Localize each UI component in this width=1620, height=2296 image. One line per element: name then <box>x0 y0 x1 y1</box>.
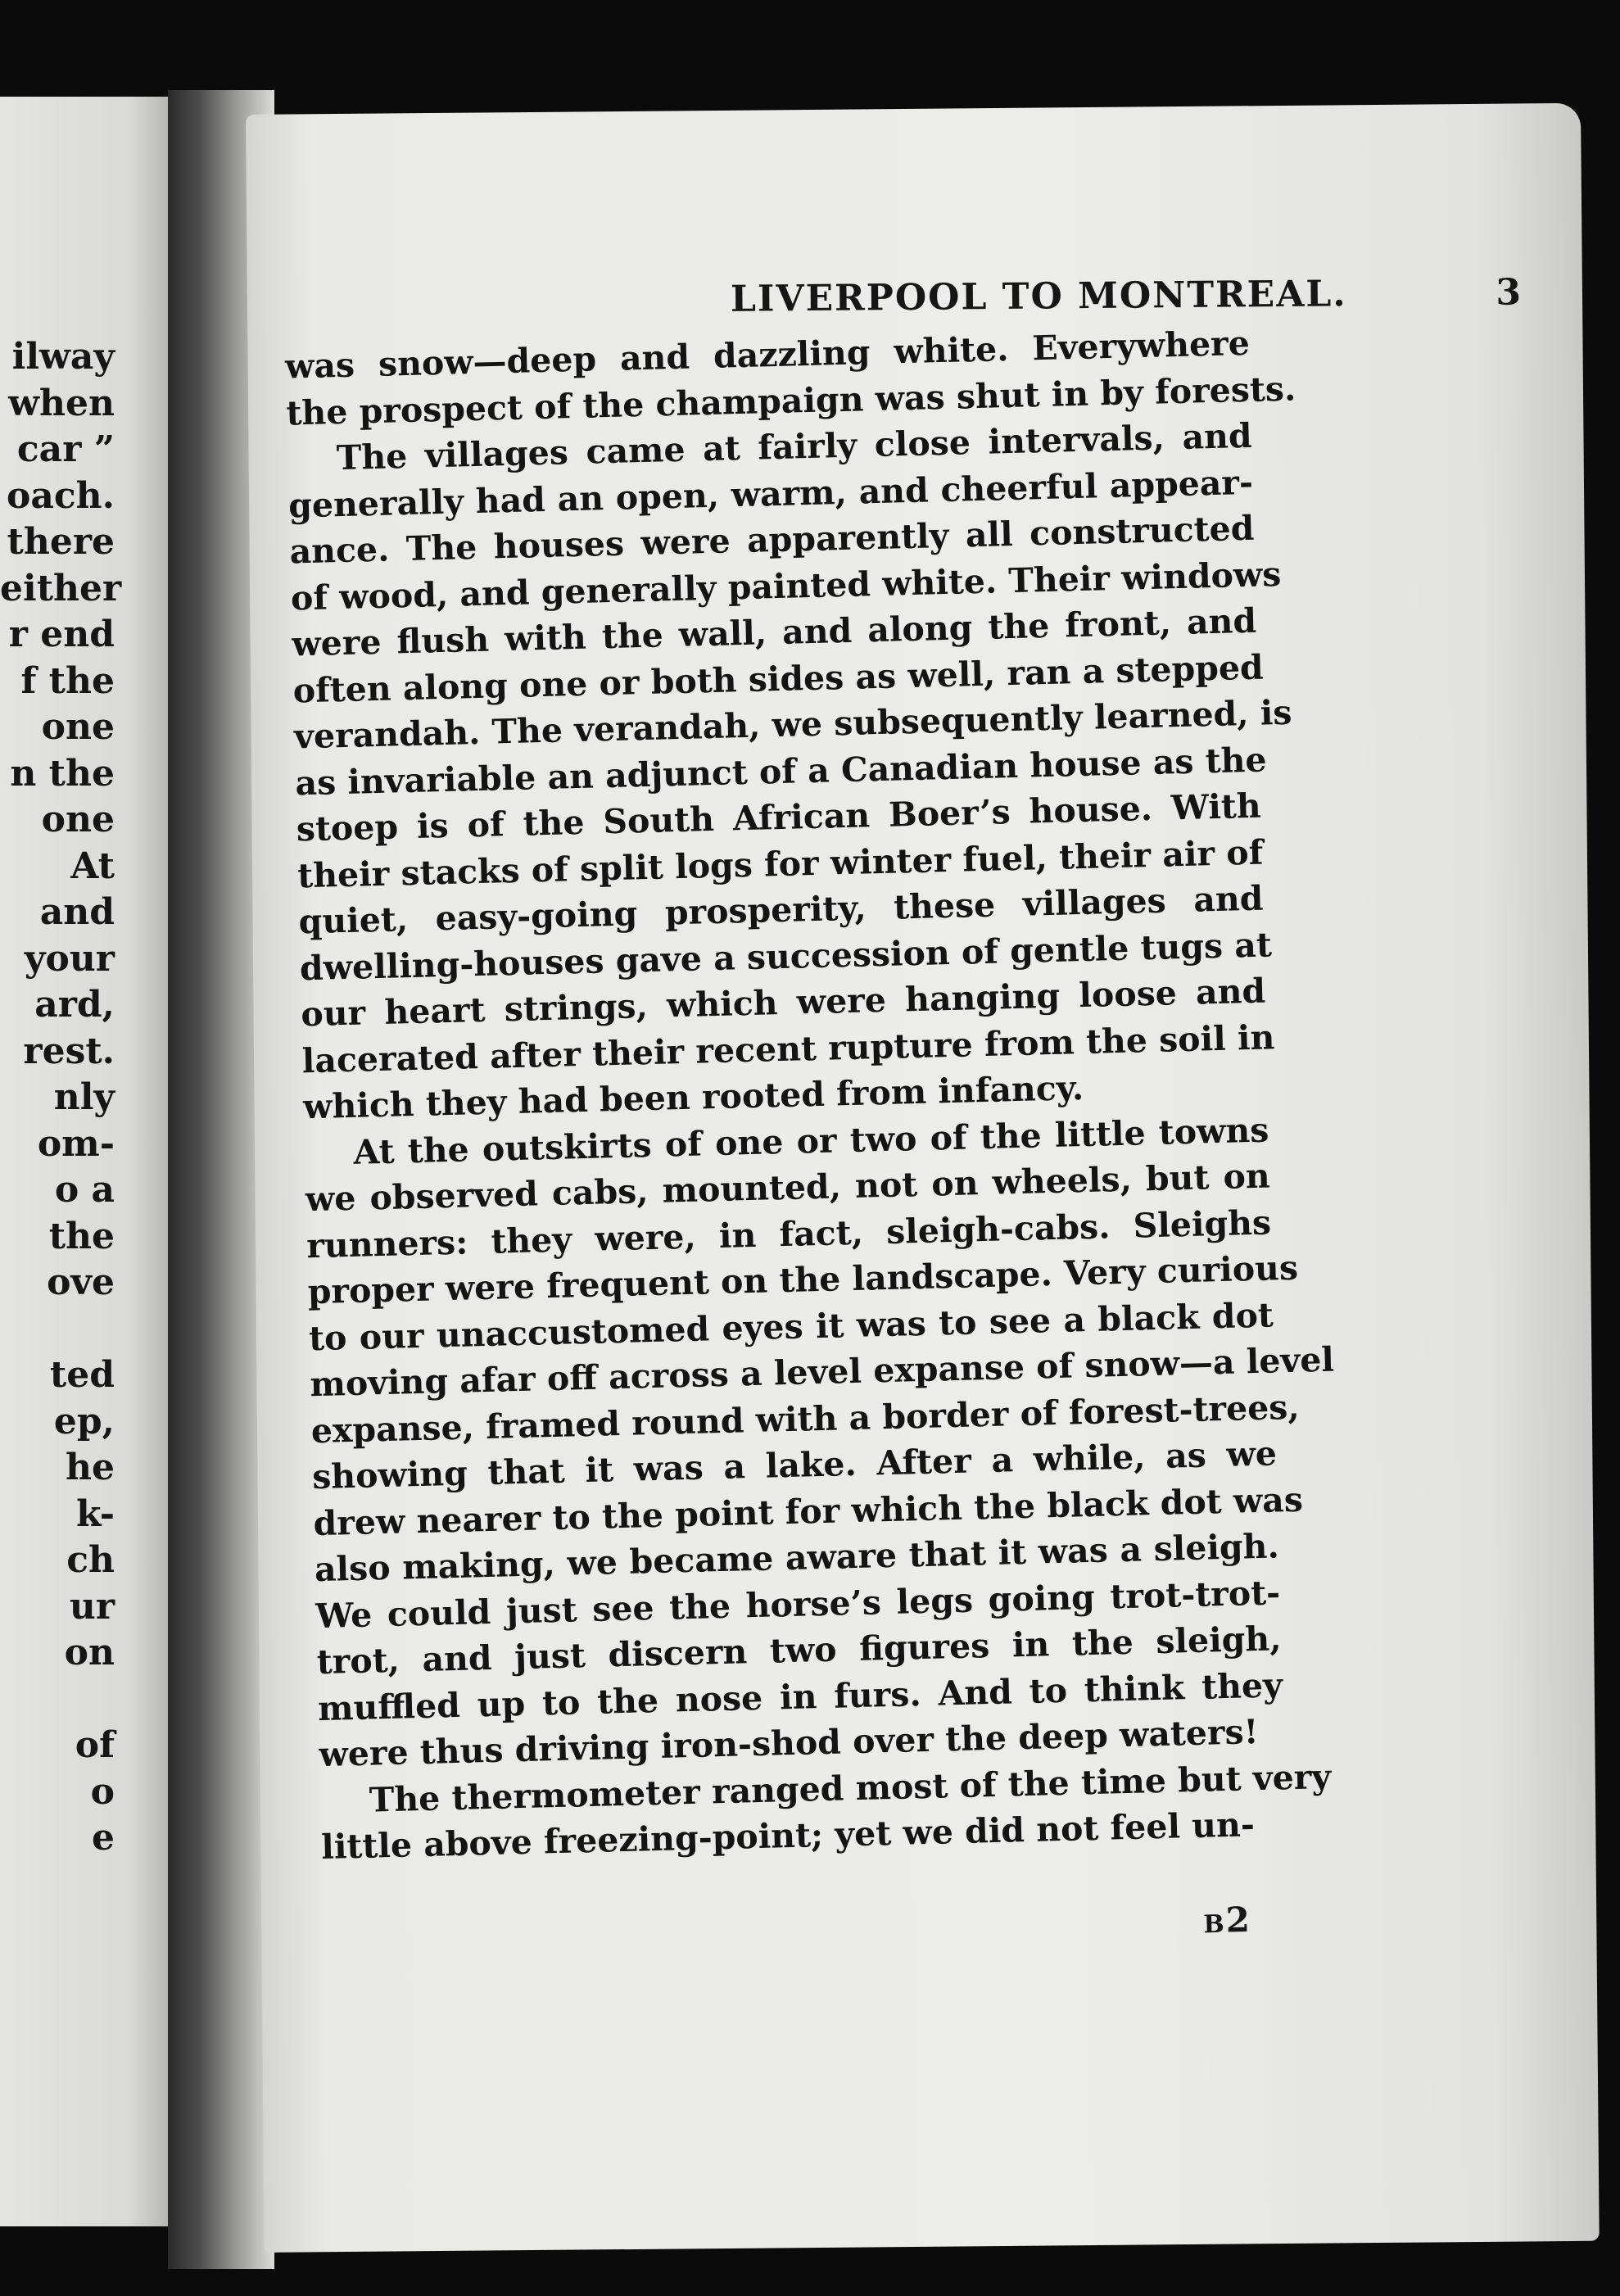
text-line: were thus driving iron-shod over the deep waters! <box>318 1712 1260 1775</box>
signature-letter: B <box>1202 1909 1227 1940</box>
left-page-fragment: r end <box>8 614 115 655</box>
left-page-fragment: he <box>66 1447 115 1488</box>
text-line: as invariable an adjunct of a Canadian house as the <box>294 739 1268 803</box>
left-page-fragment: f the <box>20 659 115 702</box>
left-page-fragment: one <box>41 706 115 748</box>
left-facing-page <box>0 97 184 2226</box>
book-page <box>246 103 1600 2253</box>
left-page-fragment: o <box>90 1770 115 1813</box>
text-line: we observed cabs, mounted, not on wheels, but on <box>305 1156 1271 1220</box>
text-line: their stacks of split logs for winter fuel, their air of <box>296 832 1264 895</box>
text-line: ance. The houses were apparently all constructed <box>289 508 1255 572</box>
left-page-fragment: there <box>7 521 115 563</box>
signature-number: 2 <box>1225 1899 1251 1941</box>
text-line: showing that it was a lake. After a while, as we <box>311 1433 1278 1497</box>
text-line: often along one or both sides as well, ran a stepped <box>292 647 1265 710</box>
left-page-fragment: when <box>8 382 115 424</box>
left-page-fragment: ard, <box>34 984 115 1026</box>
text-line: which they had been rooted from infancy. <box>302 1068 1084 1127</box>
left-page-fragment: on <box>64 1632 115 1673</box>
left-page-fragment <box>0 1307 115 1353</box>
body-text <box>284 320 1335 1871</box>
page-number: 3 <box>1496 271 1522 314</box>
left-page-fragment: ur <box>69 1585 115 1628</box>
left-page-fragment: one <box>41 799 115 840</box>
left-page-fragment: car ” <box>16 428 115 470</box>
left-page-fragment: ch <box>66 1539 115 1581</box>
text-line: proper were frequent on the landscape. Very curious <box>307 1248 1299 1312</box>
text-line: to our unaccustomed eyes it was to see a black dot <box>308 1294 1274 1358</box>
left-page-fragment: k- <box>76 1492 115 1535</box>
text-line: was snow—deep and dazzling white. Everywhere <box>284 323 1251 387</box>
left-page-fragment: om- <box>37 1122 115 1165</box>
left-page-fragment: n the <box>10 752 115 795</box>
text-line: moving afar off across a level expanse of snow—a level <box>309 1339 1335 1405</box>
left-page-fragment: ted <box>49 1354 115 1396</box>
left-page-fragment: the <box>48 1215 115 1257</box>
left-page-fragment <box>0 1677 115 1723</box>
text-line: our heart strings, which were hanging loose and <box>300 971 1266 1035</box>
left-page-fragment: ove <box>47 1261 115 1303</box>
text-line: trot, and just discern two figures in the sleigh, <box>316 1619 1283 1682</box>
text-line: little above freezing-point; yet we did not feel un- <box>320 1805 1256 1868</box>
left-page-fragment: of <box>75 1724 115 1766</box>
text-line: verandah. The verandah, we subsequently learned, is <box>293 692 1292 757</box>
text-line: The thermometer ranged most of the time but very <box>369 1756 1332 1820</box>
left-page-fragment: and <box>39 891 115 933</box>
left-page-fragment: o a <box>54 1169 115 1211</box>
signature-mark <box>1203 1900 1251 1941</box>
text-line: At the outskirts of one or two of the little towns <box>352 1110 1269 1172</box>
text-line: muffled up to the nose in furs. And to think they <box>317 1664 1283 1728</box>
left-page-fragment: rest. <box>23 1030 115 1072</box>
left-page-fragment: oach. <box>7 474 115 517</box>
left-page-fragment: either <box>0 567 122 609</box>
text-line: of wood, and generally painted white. Their windows <box>290 554 1282 618</box>
text-line: quiet, easy-going prosperity, these villages and <box>298 878 1264 942</box>
left-page-fragment: nly <box>53 1076 115 1118</box>
left-page-text <box>0 334 122 1862</box>
text-line: lacerated after their recent rupture from the soil in <box>301 1017 1275 1080</box>
left-page-fragment: your <box>24 937 115 980</box>
text-line: runners: they were, in fact, sleigh-cabs. Sleighs <box>305 1202 1272 1266</box>
text-line: drew nearer to the point for which the black dot was <box>313 1479 1304 1543</box>
text-line: We could just see the horse’s legs going trot-trot- <box>314 1572 1281 1636</box>
left-page-fragment: At <box>70 845 115 887</box>
text-line: were flush with the wall, and along the front, and <box>291 600 1257 664</box>
text-line: stoep is of the South African Boer’s house. With <box>296 786 1262 849</box>
text-line: dwelling-houses gave a succession of gentle tugs at <box>299 924 1273 988</box>
left-page-fragment: ilway <box>11 336 115 378</box>
chapter-title: LIVERPOOL TO MONTREAL. <box>730 273 1347 320</box>
text-line: also making, we became aware that it was a sleigh. <box>314 1526 1280 1590</box>
text-line: the prospect of the champaign was shut in by forests. <box>285 368 1296 433</box>
text-line: generally had an open, warm, and cheerful appear- <box>287 462 1254 526</box>
left-page-fragment: e <box>92 1817 115 1859</box>
text-line: The villages came at fairly close intervals, and <box>336 415 1253 478</box>
left-page-fragment: ep, <box>53 1400 115 1442</box>
text-line: expanse, framed round with a border of forest-trees, <box>310 1387 1301 1451</box>
